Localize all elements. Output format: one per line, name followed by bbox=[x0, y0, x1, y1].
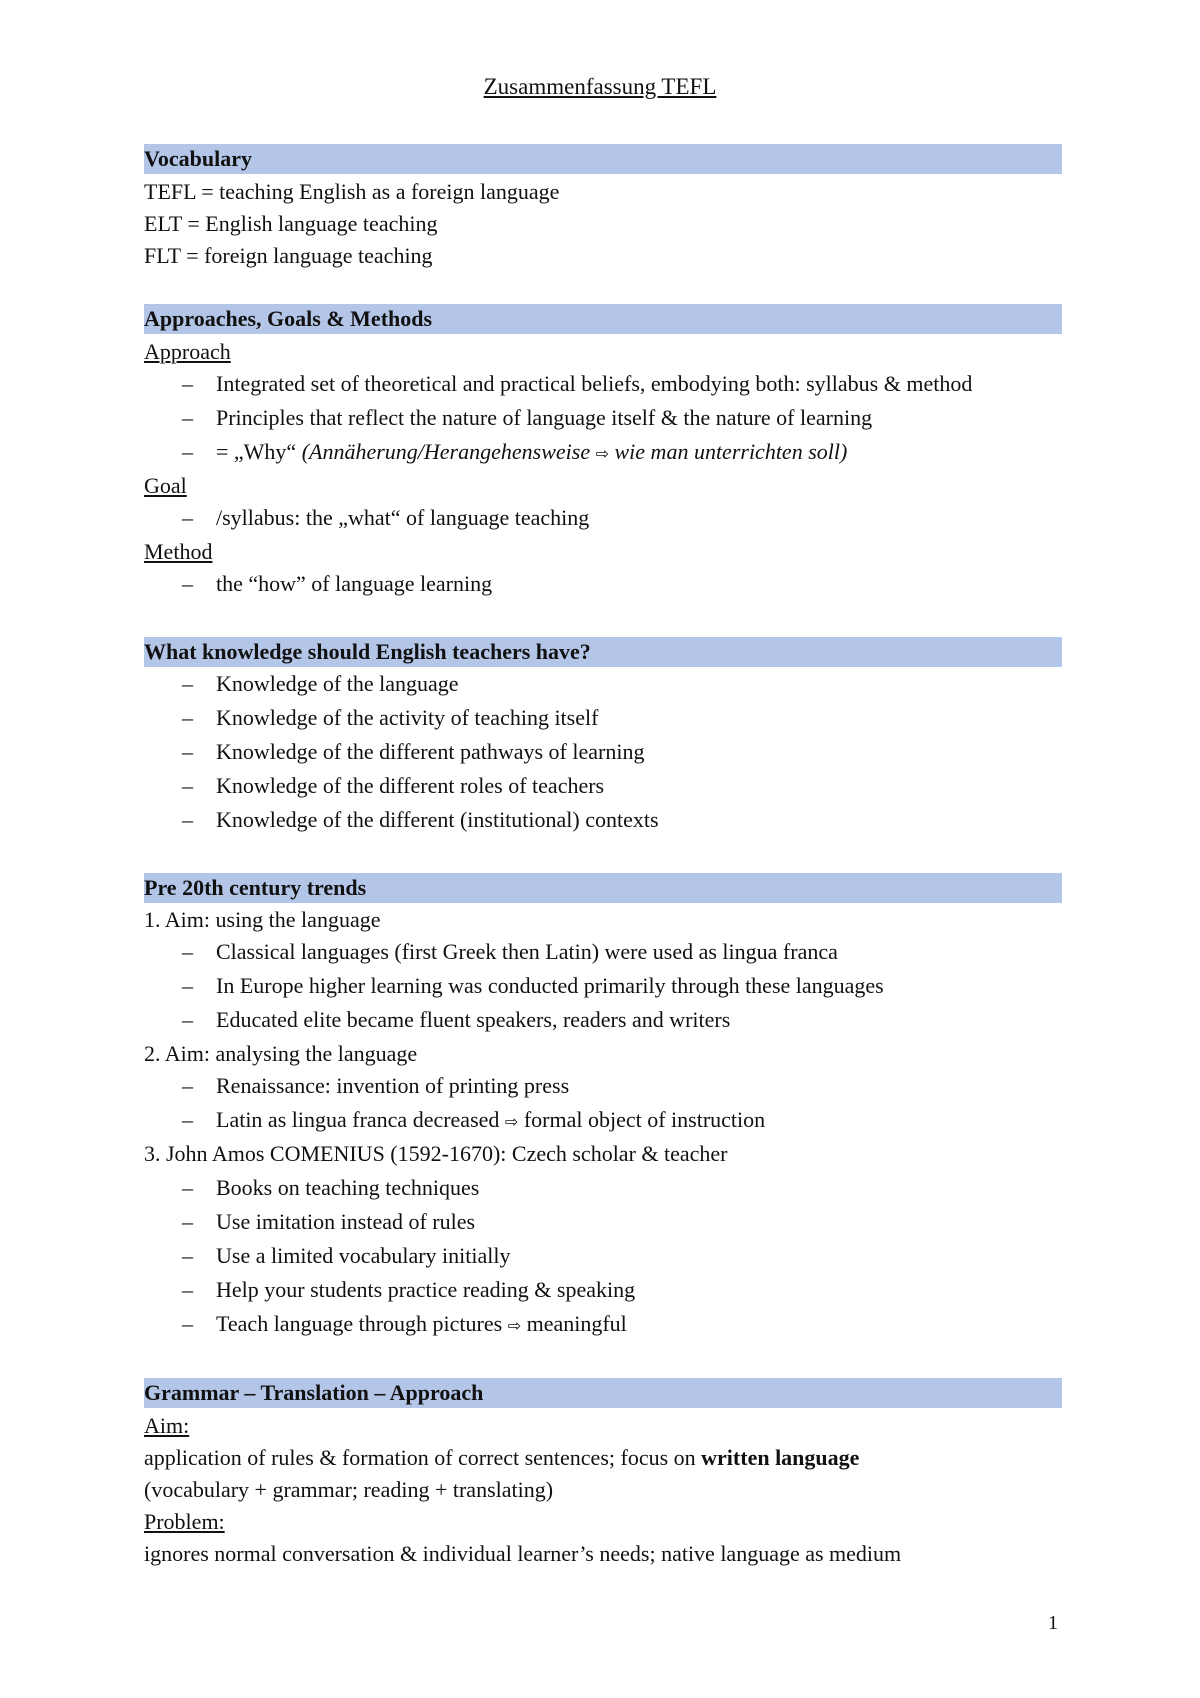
bullet-dash: – bbox=[182, 1007, 193, 1032]
trend-item: Help your students practice reading & speaking bbox=[216, 1277, 636, 1302]
bullet-dash: – bbox=[182, 371, 193, 396]
bullet-dash: – bbox=[182, 1107, 193, 1132]
page-title: Zusammenfassung TEFL bbox=[483, 74, 717, 99]
bullet-dash: – bbox=[182, 939, 193, 964]
why-german-note-b: wie man unterrichten soll) bbox=[609, 439, 848, 464]
vocab-line: FLT = foreign language teaching bbox=[144, 243, 433, 268]
bullet-dash: – bbox=[182, 973, 193, 998]
arrow-right-icon: ⇨ bbox=[595, 444, 609, 463]
bullet-dash: – bbox=[182, 773, 193, 798]
aim-line: 1. Aim: using the language bbox=[144, 907, 381, 932]
knowledge-item: Knowledge of the different roles of teachers bbox=[216, 773, 605, 798]
approach-label: Approach bbox=[144, 339, 231, 364]
knowledge-item: Knowledge of the activity of teaching itself bbox=[216, 705, 599, 730]
bullet-dash: – bbox=[182, 1073, 193, 1098]
knowledge-item: Knowledge of the different (institutional) contexts bbox=[216, 807, 659, 832]
bullet-dash: – bbox=[182, 807, 193, 832]
why-text: = „Why“ bbox=[216, 439, 302, 464]
arrow-right-icon: ⇨ bbox=[507, 1316, 522, 1335]
problem-label: Problem: bbox=[144, 1509, 225, 1534]
trend-item: Books on teaching techniques bbox=[216, 1175, 480, 1200]
bullet-dash: – bbox=[182, 739, 193, 764]
trend-item bbox=[216, 1106, 765, 1136]
trend-text: Latin as lingua franca decreased bbox=[216, 1107, 505, 1132]
aim-text-bold: written language bbox=[701, 1445, 860, 1470]
aim-text bbox=[144, 1444, 859, 1472]
trend-item: Classical languages (first Greek then Latin) were used as lingua franca bbox=[216, 939, 838, 964]
section-heading-grammar: Grammar – Translation – Approach bbox=[144, 1378, 1062, 1408]
why-german-note-a: (Annäherung/Herangehensweise bbox=[301, 439, 596, 464]
bullet-dash: – bbox=[182, 671, 193, 696]
trend-item: Educated elite became fluent speakers, readers and writers bbox=[216, 1007, 731, 1032]
trend-text: Teach language through pictures bbox=[216, 1311, 508, 1336]
aim-line: 2. Aim: analysing the language bbox=[144, 1041, 418, 1066]
trend-item: Use imitation instead of rules bbox=[216, 1209, 476, 1234]
vocab-line: ELT = English language teaching bbox=[144, 211, 438, 236]
bullet-dash: – bbox=[182, 505, 193, 530]
aim-line: 3. John Amos COMENIUS (1592-1670): Czech scholar & teacher bbox=[144, 1141, 728, 1166]
goal-item: /syllabus: the „what“ of language teaching bbox=[216, 505, 590, 530]
bullet-dash: – bbox=[182, 571, 193, 596]
knowledge-item: Knowledge of the language bbox=[216, 671, 459, 696]
section-heading-knowledge: What knowledge should English teachers have? bbox=[144, 637, 1062, 667]
trend-text: formal object of instruction bbox=[518, 1107, 766, 1132]
trend-item: In Europe higher learning was conducted primarily through these languages bbox=[216, 973, 884, 998]
aim-label: Aim: bbox=[144, 1413, 190, 1438]
aim-text-2: (vocabulary + grammar; reading + translating) bbox=[144, 1477, 554, 1502]
bullet-dash: – bbox=[182, 405, 193, 430]
approach-item-why bbox=[216, 438, 847, 468]
problem-text: ignores normal conversation & individual learner’s needs; native language as medium bbox=[144, 1541, 902, 1566]
bullet-dash: – bbox=[182, 1175, 193, 1200]
page-number: 1 bbox=[1048, 1612, 1058, 1634]
approach-item: Principles that reflect the nature of language itself & the nature of learning bbox=[216, 405, 873, 430]
goal-label: Goal bbox=[144, 473, 187, 498]
bullet-dash: – bbox=[182, 1209, 193, 1234]
trend-item: Renaissance: invention of printing press bbox=[216, 1073, 570, 1098]
bullet-dash: – bbox=[182, 1277, 193, 1302]
method-label: Method bbox=[144, 539, 213, 564]
approach-item: Integrated set of theoretical and practical beliefs, embodying both: syllabus & method bbox=[216, 371, 973, 396]
trend-text: meaningful bbox=[521, 1311, 627, 1336]
section-heading-trends: Pre 20th century trends bbox=[144, 873, 1062, 903]
bullet-dash: – bbox=[182, 1311, 193, 1336]
trend-item: Use a limited vocabulary initially bbox=[216, 1243, 511, 1268]
bullet-dash: – bbox=[182, 439, 193, 464]
aim-text-part: application of rules & formation of correct sentences; focus on bbox=[144, 1445, 702, 1470]
vocab-line: TEFL = teaching English as a foreign language bbox=[144, 179, 560, 204]
bullet-dash: – bbox=[182, 705, 193, 730]
section-heading-approaches: Approaches, Goals & Methods bbox=[144, 304, 1062, 334]
trend-item bbox=[216, 1310, 627, 1340]
bullet-dash: – bbox=[182, 1243, 193, 1268]
arrow-right-icon: ⇨ bbox=[504, 1112, 519, 1131]
knowledge-item: Knowledge of the different pathways of learning bbox=[216, 739, 645, 764]
method-item: the “how” of language learning bbox=[216, 571, 493, 596]
section-heading-vocabulary: Vocabulary bbox=[144, 144, 1062, 174]
